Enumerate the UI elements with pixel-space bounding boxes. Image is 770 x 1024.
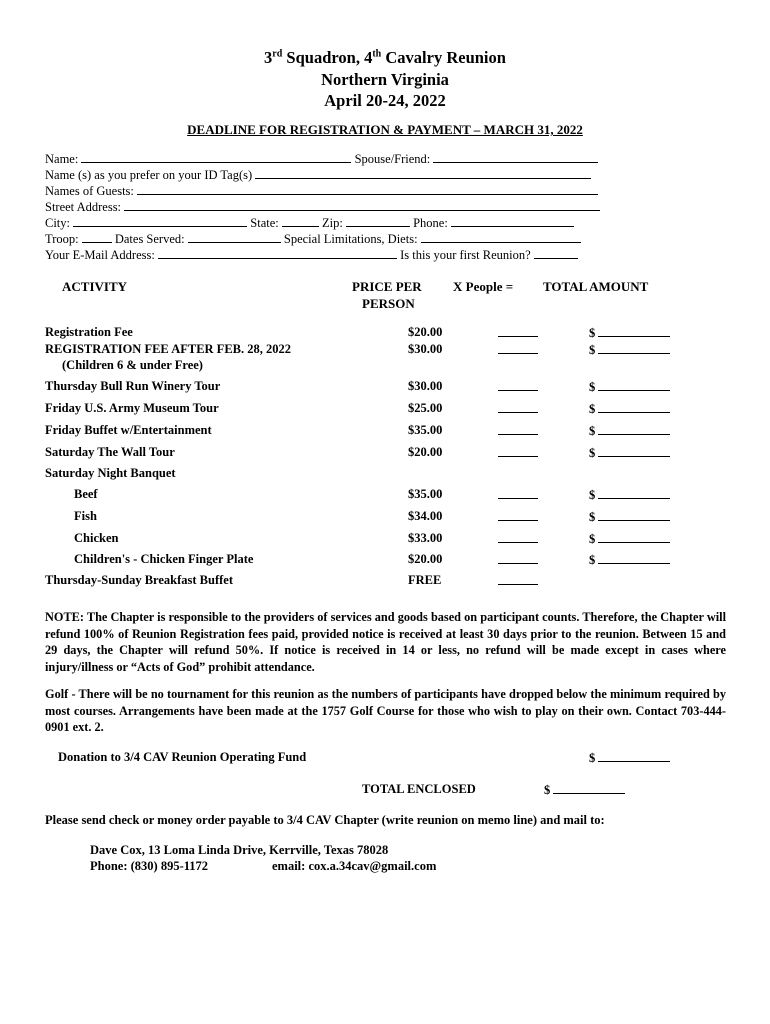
people-count-blank[interactable] — [498, 401, 538, 413]
activity-price: $35.00 — [408, 487, 443, 501]
form-row-name — [45, 151, 598, 167]
activity-label: Friday U.S. Army Museum Tour — [45, 401, 219, 415]
activity-label: Registration Fee — [45, 325, 133, 339]
total-amount-field[interactable] — [589, 509, 670, 525]
total-amount-blank[interactable] — [598, 552, 670, 564]
dollar-sign: $ — [589, 751, 596, 765]
email-field[interactable] — [158, 247, 397, 259]
email-label: Your E-Mail Address: — [45, 248, 155, 262]
golf-note: Golf - There will be no tournament for this reunion as the numbers of participants have dropped below the minimum required by most courses. Arrangements have been made at the 1757 Golf Course for those who wish to play on their own. Contact 703-444-0901 ext. 2. — [45, 687, 726, 734]
people-count-blank[interactable] — [498, 487, 538, 499]
total-amount-field[interactable] — [589, 531, 670, 547]
people-count-blank[interactable] — [498, 531, 538, 543]
total-enclosed-field[interactable] — [553, 782, 625, 794]
zip-label: Zip: — [321, 216, 343, 230]
activity-label: REGISTRATION FEE AFTER FEB. 28, 2022 — [45, 342, 291, 356]
activity-label: Fish — [74, 509, 97, 523]
people-count-blank[interactable] — [498, 509, 538, 521]
dollar-sign: $ — [589, 343, 596, 357]
people-count-field[interactable] — [498, 531, 538, 547]
people-count-blank[interactable] — [498, 379, 538, 391]
zip-field[interactable] — [346, 215, 410, 227]
street-field[interactable] — [124, 199, 600, 211]
people-count-field[interactable] — [498, 423, 538, 439]
phone-field[interactable] — [451, 215, 574, 227]
total-amount-field[interactable] — [589, 423, 670, 439]
people-count-field[interactable] — [498, 509, 538, 525]
people-count-field[interactable] — [498, 379, 538, 395]
activity-label: Children's - Chicken Finger Plate — [74, 552, 254, 566]
people-count-field[interactable] — [498, 573, 538, 589]
people-column-header: X People = — [453, 279, 514, 294]
total-amount-field[interactable] — [589, 487, 670, 503]
total-amount-field[interactable] — [589, 401, 670, 417]
dates-served-label: Dates Served: — [114, 232, 185, 246]
people-count-field[interactable] — [498, 325, 538, 341]
form-row-city — [45, 215, 574, 231]
donation-amount — [589, 750, 670, 766]
price-column-header: PRICE PER — [352, 279, 422, 294]
form-row-street — [45, 199, 600, 215]
total-amount-field[interactable] — [589, 445, 670, 461]
activity-price: $34.00 — [408, 509, 443, 523]
total-amount-blank[interactable] — [598, 531, 670, 543]
id-tag-field[interactable] — [255, 167, 591, 179]
people-count-field[interactable] — [498, 487, 538, 503]
activity-price: $20.00 — [408, 325, 443, 339]
title-text: 3 — [264, 48, 273, 67]
activity-label: Beef — [74, 487, 98, 501]
location-line: Northern Virginia — [321, 70, 449, 89]
troop-field[interactable] — [82, 231, 112, 243]
total-amount-blank[interactable] — [598, 325, 670, 337]
id-tag-label: Name (s) as you prefer on your ID Tag(s) — [45, 168, 253, 182]
activity-price: FREE — [408, 573, 442, 587]
first-reunion-field[interactable] — [534, 247, 578, 259]
activity-price: $30.00 — [408, 379, 443, 393]
total-amount-blank[interactable] — [598, 401, 670, 413]
guests-field[interactable] — [137, 183, 598, 195]
guests-label: Names of Guests: — [45, 184, 134, 198]
first-reunion-label: Is this your first Reunion? — [400, 248, 531, 262]
dollar-sign: $ — [589, 510, 596, 524]
title-text: Squadron, 4 — [282, 48, 373, 67]
dollar-sign: $ — [589, 488, 596, 502]
spouse-label: Spouse/Friend: — [354, 152, 431, 166]
people-count-blank[interactable] — [498, 445, 538, 457]
people-count-blank[interactable] — [498, 342, 538, 354]
people-count-field[interactable] — [498, 342, 538, 358]
total-amount-field[interactable] — [589, 325, 670, 341]
activity-price: $25.00 — [408, 401, 443, 415]
dollar-sign: $ — [589, 380, 596, 394]
dollar-sign: $ — [544, 783, 551, 797]
name-field[interactable] — [81, 151, 351, 163]
activity-label: Chicken — [74, 531, 119, 545]
activity-label: (Children 6 & under Free) — [62, 358, 203, 372]
form-row-guests — [45, 183, 598, 199]
title-text: Cavalry Reunion — [381, 48, 506, 67]
total-amount-blank[interactable] — [598, 487, 670, 499]
total-amount-blank[interactable] — [598, 445, 670, 457]
total-column-header: TOTAL AMOUNT — [543, 279, 649, 294]
donation-label: Donation to 3/4 CAV Reunion Operating Fund — [58, 750, 307, 764]
city-label: City: — [45, 216, 71, 230]
total-amount-blank[interactable] — [598, 379, 670, 391]
activity-label: Thursday-Sunday Breakfast Buffet — [45, 573, 234, 587]
activity-price: $33.00 — [408, 531, 443, 545]
mail-phone: Phone: (830) 895-1172 — [90, 859, 209, 873]
people-count-field[interactable] — [498, 445, 538, 461]
page-title — [0, 47, 770, 68]
activity-price: $35.00 — [408, 423, 443, 437]
dollar-sign: $ — [589, 532, 596, 546]
total-enclosed-label: TOTAL ENCLOSED — [362, 782, 476, 796]
dollar-sign: $ — [589, 402, 596, 416]
street-label: Street Address: — [45, 200, 122, 214]
name-label: Name: — [45, 152, 79, 166]
phone-label: Phone: — [413, 216, 448, 230]
spouse-field[interactable] — [433, 151, 598, 163]
refund-note: NOTE: The Chapter is responsible to the providers of services and goods based on participant counts. Therefore, the Chapter will refund 100% of Reunion Registration fees paid, provided notice is received at least 30 days prior to the reunion. Between 15 and 29 days, the Chapter will refund 50%. If notice is received in 14 or less, no refund will be made except in cases where injury/illness or “Acts of God” prohibit attendance. — [45, 610, 726, 674]
dates-served-field[interactable] — [188, 231, 281, 243]
mail-email: email: cox.a.34cav@gmail.com — [272, 859, 437, 873]
date-line: April 20-24, 2022 — [324, 91, 446, 110]
title-superscript: th — [372, 48, 382, 60]
send-instructions: Please send check or money order payable to 3/4 CAV Chapter (write reunion on memo line) and mail to: — [45, 813, 605, 827]
activity-column-header: ACTIVITY — [62, 279, 128, 294]
activity-label: Saturday The Wall Tour — [45, 445, 175, 459]
people-count-blank[interactable] — [498, 423, 538, 435]
total-enclosed-amount — [544, 782, 625, 798]
activity-label: Thursday Bull Run Winery Tour — [45, 379, 221, 393]
total-amount-blank[interactable] — [598, 342, 670, 354]
mail-address: Dave Cox, 13 Loma Linda Drive, Kerrville, Texas 78028 — [90, 843, 389, 857]
troop-label: Troop: — [45, 232, 79, 246]
people-count-field[interactable] — [498, 552, 538, 568]
state-label: State: — [250, 216, 279, 230]
people-count-blank[interactable] — [498, 573, 538, 585]
dollar-sign: $ — [589, 326, 596, 340]
form-row-email — [45, 247, 578, 263]
total-amount-field[interactable] — [589, 342, 670, 358]
form-row-troop — [45, 231, 581, 247]
activity-price: $20.00 — [408, 445, 443, 459]
price-column-header-line2: PERSON — [362, 296, 415, 311]
activity-price: $30.00 — [408, 342, 443, 356]
form-row-id-tag — [45, 167, 591, 183]
activity-price: $20.00 — [408, 552, 443, 566]
people-count-blank[interactable] — [498, 552, 538, 564]
dollar-sign: $ — [589, 446, 596, 460]
limitations-field[interactable] — [421, 231, 581, 243]
title-superscript: rd — [272, 48, 283, 60]
dollar-sign: $ — [589, 424, 596, 438]
activity-label: Friday Buffet w/Entertainment — [45, 423, 212, 437]
people-count-field[interactable] — [498, 401, 538, 417]
total-amount-field[interactable] — [589, 552, 670, 568]
people-count-blank[interactable] — [498, 325, 538, 337]
city-field[interactable] — [73, 215, 247, 227]
deadline-notice: DEADLINE FOR REGISTRATION & PAYMENT – MARCH 31, 2022 — [187, 122, 583, 137]
donation-amount-field[interactable] — [598, 750, 670, 762]
dollar-sign: $ — [589, 553, 596, 567]
limitations-label: Special Limitations, Diets: — [283, 232, 418, 246]
activity-label: Saturday Night Banquet — [45, 466, 176, 480]
state-field[interactable] — [282, 215, 319, 227]
total-amount-blank[interactable] — [598, 509, 670, 521]
total-amount-blank[interactable] — [598, 423, 670, 435]
total-amount-field[interactable] — [589, 379, 670, 395]
